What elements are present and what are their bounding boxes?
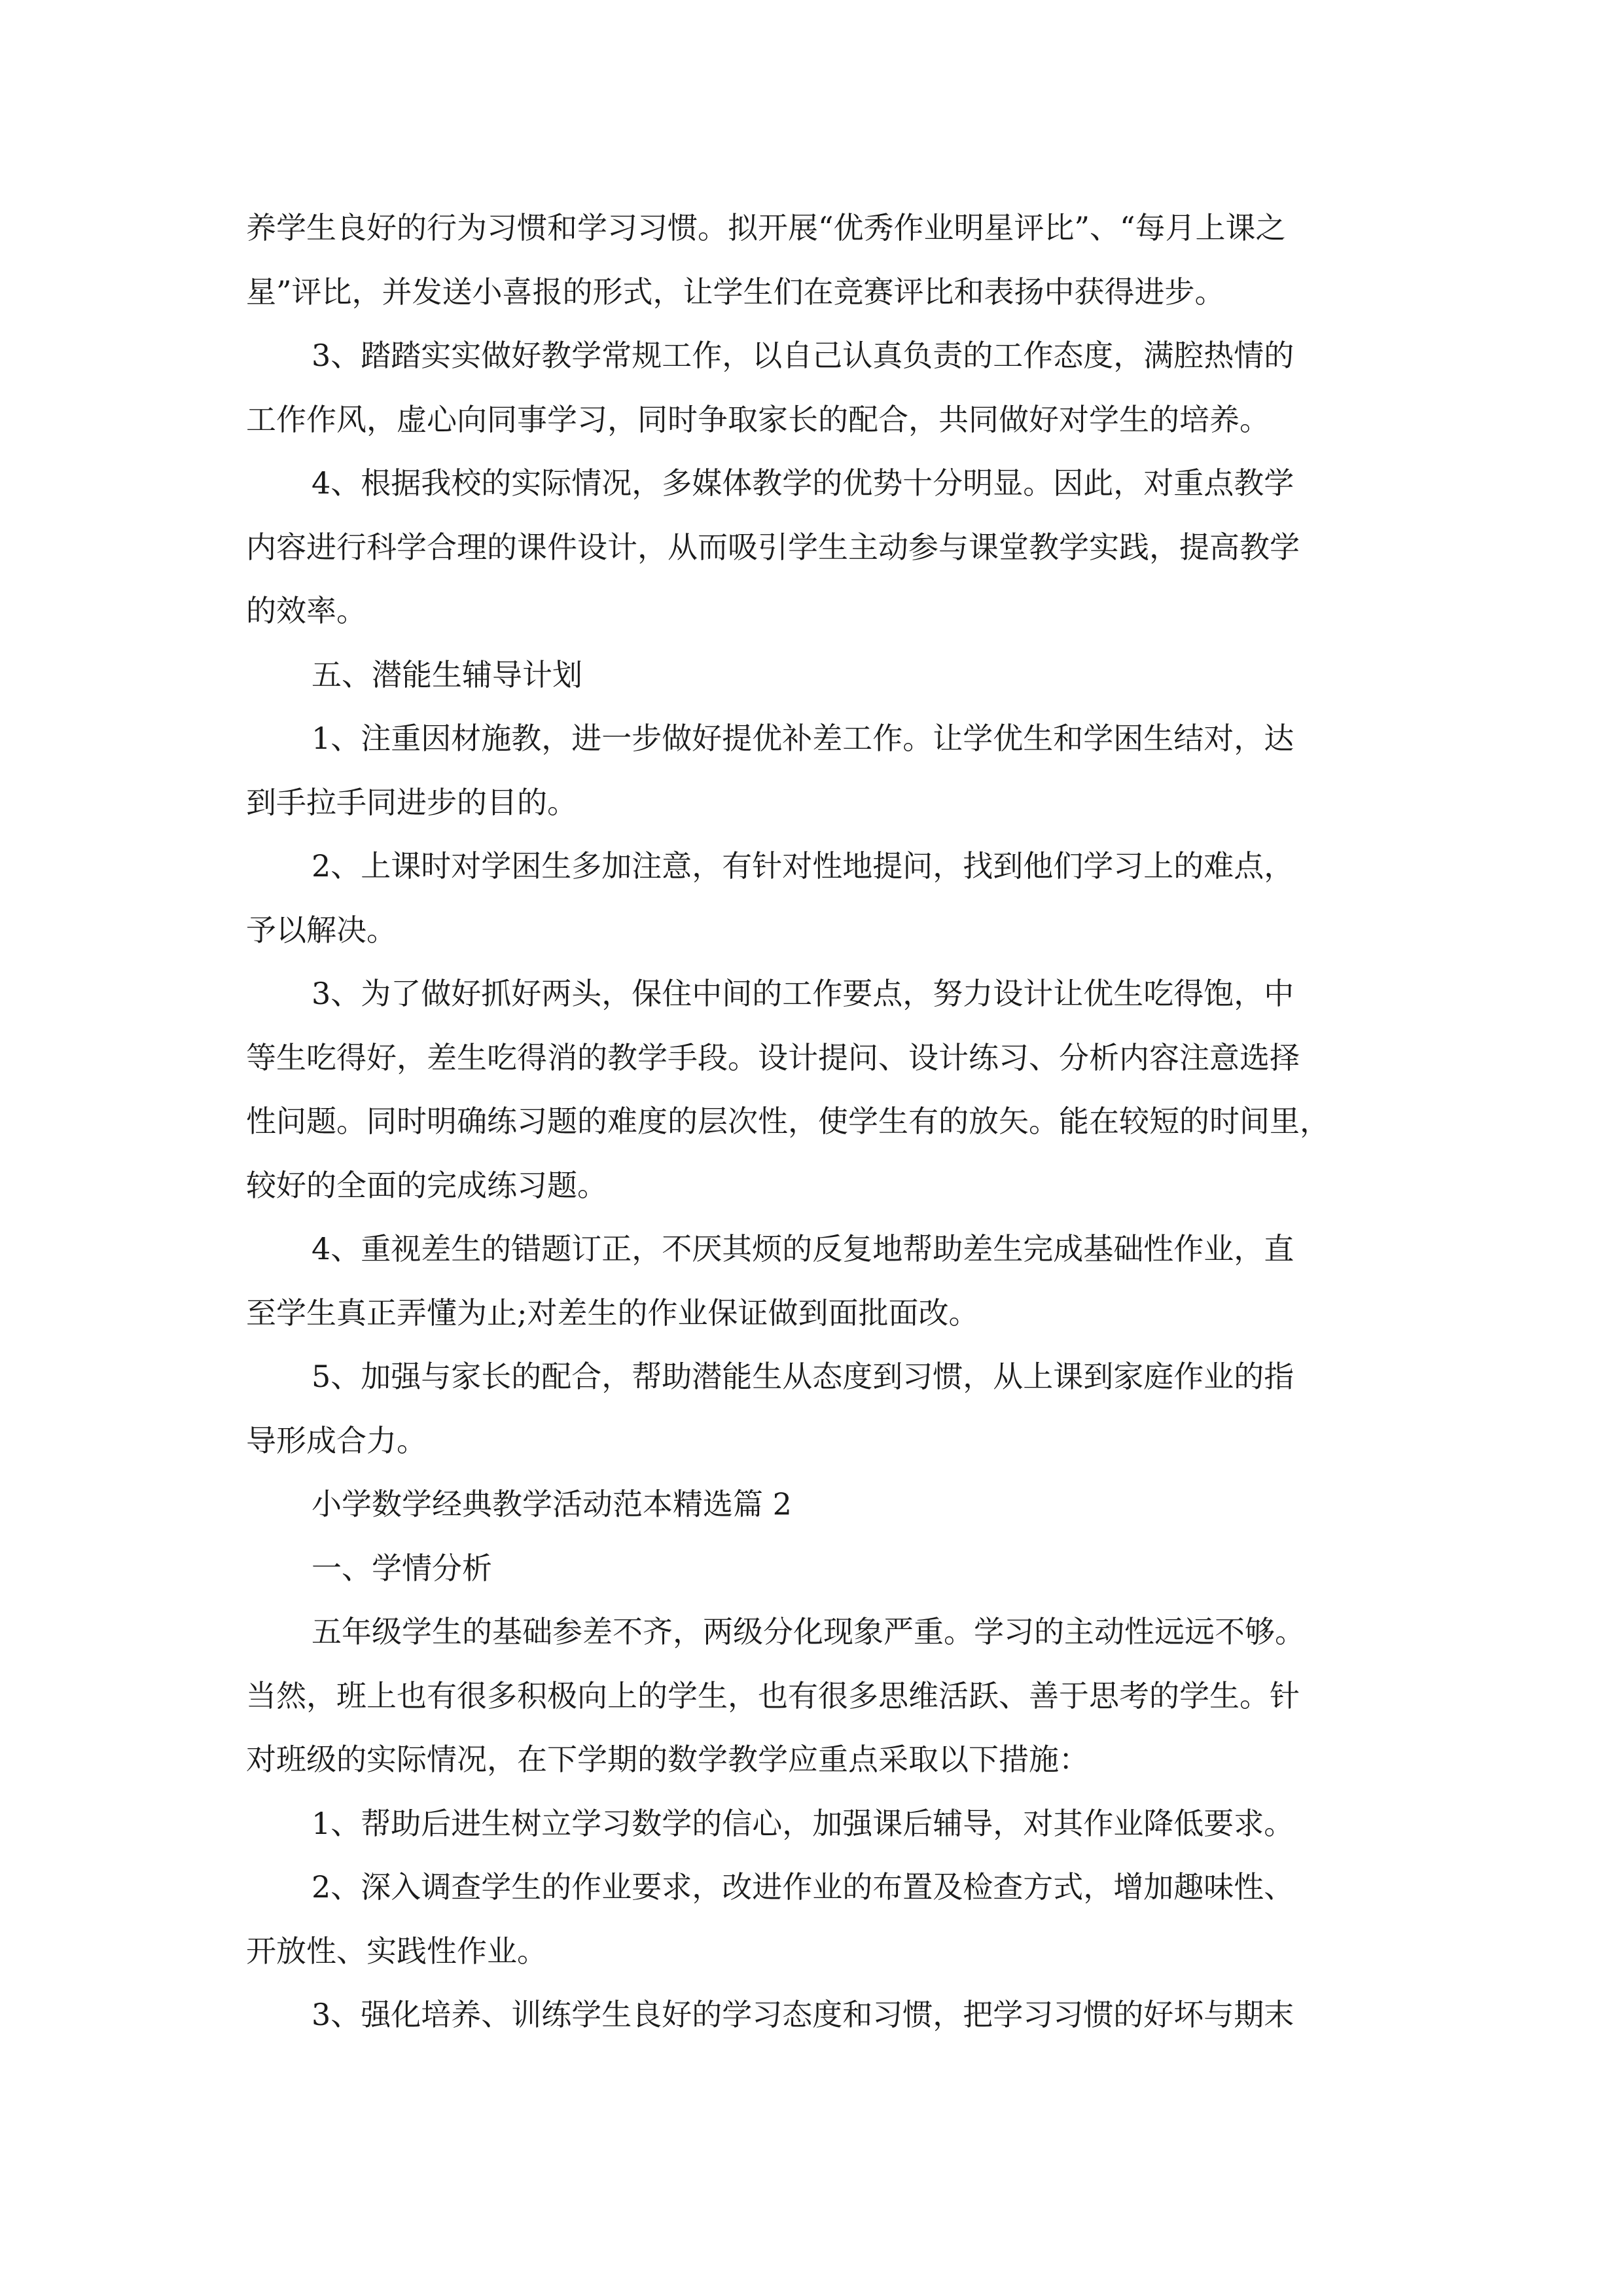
- text-line: 当然，班上也有很多积极向上的学生，也有很多思维活跃、善于思考的学生。针: [246, 1677, 1300, 1713]
- text-line: 4、重视差生的错题订正，不厌其烦的反复地帮助差生完成基础性作业，直: [312, 1231, 1294, 1266]
- text-line: 1、注重因材施教，进一步做好提优补差工作。让学优生和学困生结对，达: [312, 721, 1294, 756]
- text-line: 的效率。: [246, 593, 366, 628]
- text-line: 开放性、实践性作业。: [246, 1933, 547, 1969]
- text-line: 工作作风，虚心向同事学习，同时争取家长的配合，共同做好对学生的培养。: [246, 401, 1270, 437]
- text-line: 五、潜能生辅导计划: [312, 656, 582, 692]
- text-line: 3、强化培养、训练学生良好的学习态度和习惯，把学习习惯的好坏与期末: [312, 1997, 1294, 2032]
- text-line: 2、上课时对学困生多加注意，有针对性地提问，找到他们学习上的难点，: [312, 848, 1294, 884]
- text-line: 2、深入调查学生的作业要求，改进作业的布置及检查方式，增加趣味性、: [312, 1869, 1294, 1905]
- text-line: 3、踏踏实实做好教学常规工作，以自己认真负责的工作态度，满腔热情的: [312, 338, 1294, 373]
- text-line: 到手拉手同进步的目的。: [246, 784, 577, 820]
- text-line: 1、帮助后进生树立学习数学的信心，加强课后辅导，对其作业降低要求。: [312, 1805, 1294, 1841]
- document-body: [246, 196, 1378, 2047]
- text-line: 性问题。同时明确练习题的难度的层次性，使学生有的放矢。能在较短的时间里，: [246, 1103, 1330, 1139]
- text-line: 3、为了做好抓好两头，保住中间的工作要点，努力设计让优生吃得饱，中: [312, 976, 1294, 1011]
- text-line: 内容进行科学合理的课件设计，从而吸引学生主动参与课堂教学实践，提高教学: [246, 529, 1300, 565]
- text-line: 4、根据我校的实际情况，多媒体教学的优势十分明显。因此，对重点教学: [312, 465, 1294, 501]
- text-line: 五年级学生的基础参差不齐，两级分化现象严重。学习的主动性远远不够。: [312, 1614, 1305, 1649]
- text-line: 对班级的实际情况，在下学期的数学教学应重点采取以下措施：: [246, 1742, 1089, 1777]
- text-line: 5、加强与家长的配合，帮助潜能生从态度到习惯，从上课到家庭作业的指: [312, 1359, 1294, 1394]
- text-line: 小学数学经典教学活动范本精选篇 2: [312, 1486, 792, 1522]
- text-line: 等生吃得好，差生吃得消的教学手段。设计提问、设计练习、分析内容注意选择: [246, 1039, 1300, 1075]
- text-line: 较好的全面的完成练习题。: [246, 1167, 607, 1203]
- text-line: 至学生真正弄懂为止;对差生的作业保证做到面批面改。: [246, 1295, 979, 1331]
- text-line: 星”评比，并发送小喜报的形式，让学生们在竞赛评比和表扬中获得进步。: [246, 274, 1225, 310]
- text-line: 养学生良好的行为习惯和学习习惯。拟开展“优秀作业明星评比”、“每月上课之: [246, 210, 1286, 245]
- text-line: 予以解决。: [246, 912, 397, 948]
- text-line: 导形成合力。: [246, 1422, 427, 1458]
- text-line: 一、学情分析: [312, 1550, 492, 1586]
